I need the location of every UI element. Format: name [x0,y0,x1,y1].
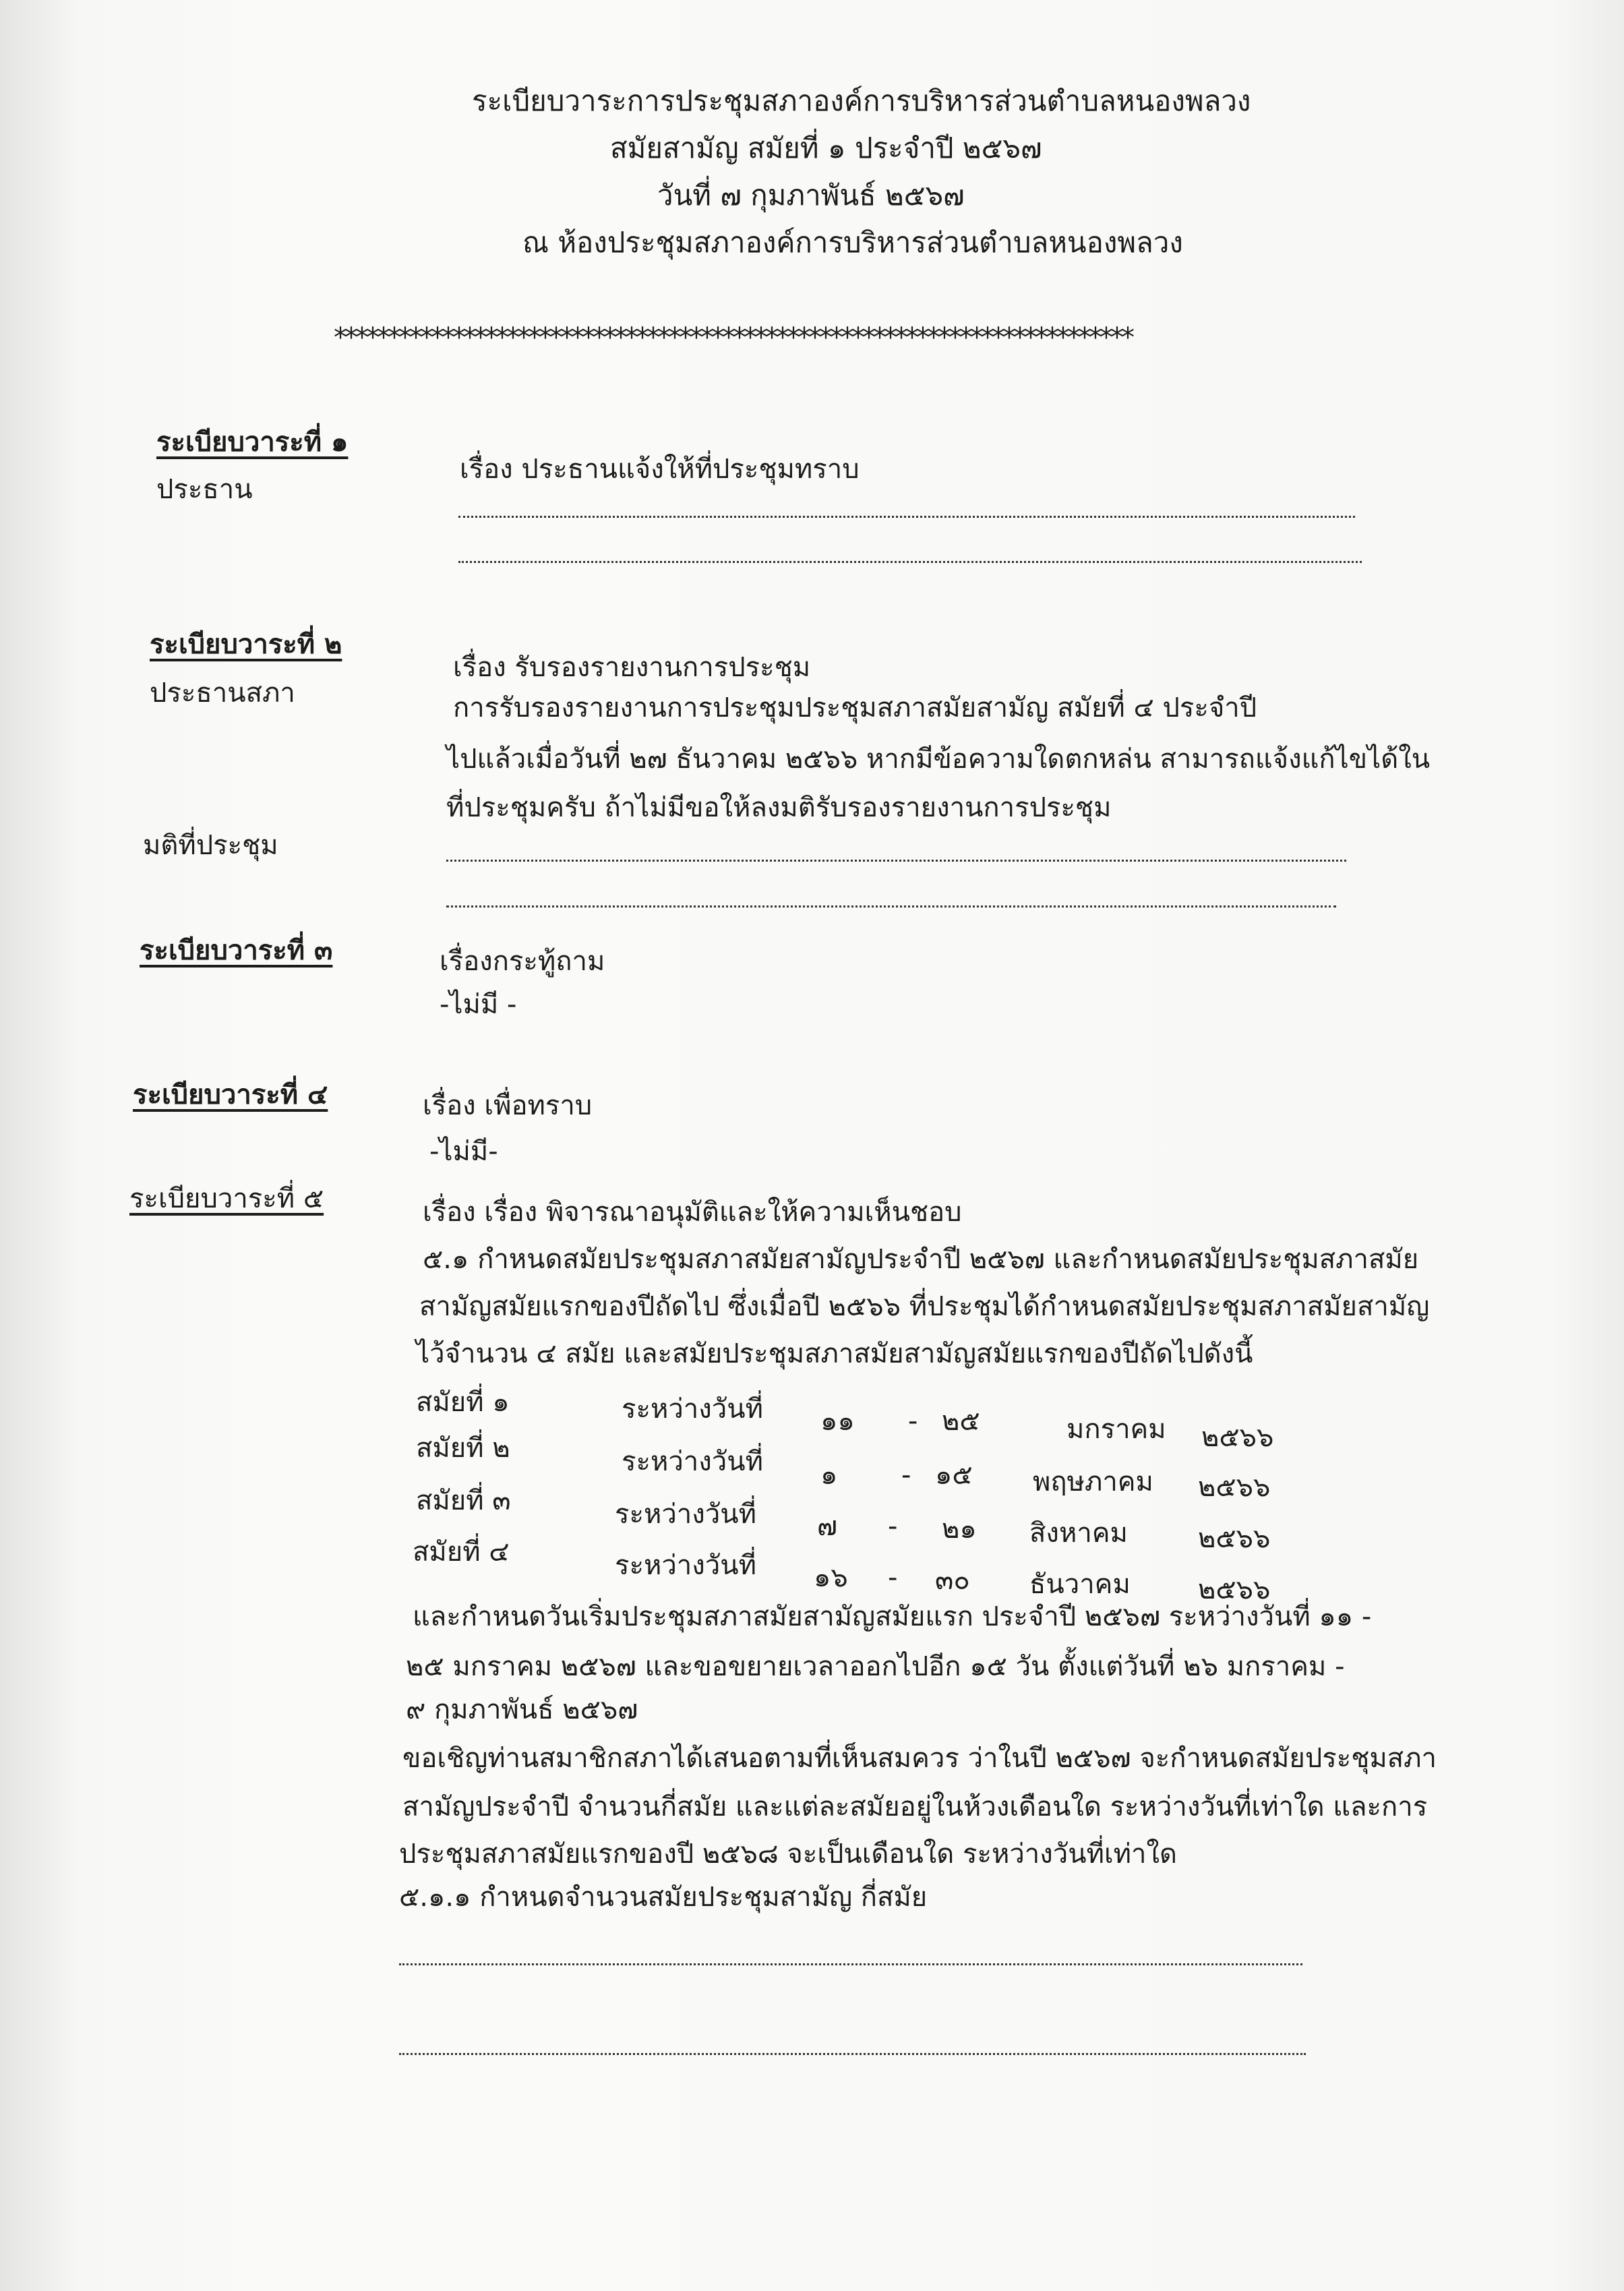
fill-line [458,516,1355,518]
fill-line [458,561,1362,563]
session-name: สมัยที่ ๒ [416,1433,510,1464]
fill-line [399,2053,1306,2055]
agenda-5-para-3: ไว้จำนวน ๔ สมัย และสมัยประชุมสภาสมัยสามัญสมัยแรกของปีถัดไปดังนี้ [416,1338,1253,1369]
agenda-2-body-line3: ที่ประชุมครับ ถ้าไม่มีขอให้ลงมติรับรองรายงานการประชุม [446,792,1112,823]
session-year: ๒๕๖๖ [1198,1472,1271,1503]
agenda-2-speaker: ประธานสภา [150,678,295,709]
session-dash: - [888,1511,898,1542]
header-date: วันที่ ๗ กุมภาพันธ์ ๒๕๖๗ [657,179,965,212]
agenda-4-none: -ไม่มี- [429,1136,498,1167]
session-dash: - [888,1562,898,1593]
header-venue: ณ ห้องประชุมสภาองค์การบริหารส่วนตำบลหนองพลวง [522,226,1183,259]
header-title: ระเบียบวาระการประชุมสภาองค์การบริหารส่วนตำบลหนองพลวง [472,84,1251,117]
session-dash: - [901,1460,911,1491]
agenda-3-none: -ไม่มี - [440,989,517,1020]
agenda-5-para-1: ๕.๑ กำหนดสมัยประชุมสภาสมัยสามัญประจำปี ๒๕๖๗ และกำหนดสมัยประชุมสภาสมัย [423,1244,1419,1275]
session-between: ระหว่างวันที่ [615,1550,756,1581]
session-between: ระหว่างวันที่ [615,1499,756,1530]
session-from: ๑ [820,1460,838,1491]
agenda-1-label: ระเบียบวาระที่ ๑ [156,427,349,458]
fill-line [446,860,1346,862]
session-month: มกราคม [1066,1414,1166,1445]
agenda-2-label: ระเบียบวาระที่ ๒ [150,629,342,660]
session-month: พฤษภาคม [1033,1466,1153,1497]
session-between: ระหว่างวันที่ [622,1394,763,1425]
session-name: สมัยที่ ๓ [416,1485,511,1516]
session-between: ระหว่างวันที่ [622,1446,763,1477]
agenda-5-para-2: สามัญสมัยแรกของปีถัดไป ซึ่งเมื่อปี ๒๕๖๖ ที่ประชุมได้กำหนดสมัยประชุมสภาสมัยสามัญ [419,1291,1430,1322]
agenda-5-para-8: สามัญประจำปี จำนวนกี่สมัย และแต่ละสมัยอยู่ในห้วงเดือนใด ระหว่างวันที่เท่าใด และการ [402,1791,1428,1822]
agenda-5-para-4: และกำหนดวันเริ่มประชุมสภาสมัยสามัญสมัยแรก ประจำปี ๒๕๖๗ ระหว่างวันที่ ๑๑ - [413,1601,1372,1632]
agenda-5-subject: เรื่อง เรื่อง พิจารณาอนุมัติและให้ความเห็นชอบ [423,1197,962,1228]
agenda-2-body-line2: ไปแล้วเมื่อวันที่ ๒๗ ธันวาคม ๒๕๖๖ หากมีข้อความใดตกหล่น สามารถแจ้งแก้ไขได้ใน [446,744,1431,775]
agenda-2-resolution-label: มติที่ประชุม [143,830,278,861]
session-from: ๗ [817,1511,838,1542]
session-to: ๓๐ [935,1565,970,1596]
agenda-5-para-10: ๕.๑.๑ กำหนดจำนวนสมัยประชุมสามัญ กี่สมัย [399,1882,928,1913]
session-name: สมัยที่ ๑ [416,1387,510,1418]
agenda-4-label: ระเบียบวาระที่ ๔ [133,1079,328,1110]
agenda-5-para-7: ขอเชิญท่านสมาชิกสภาได้เสนอตามที่เห็นสมควร ว่าในปี ๒๕๖๗ จะกำหนดสมัยประชุมสภา [402,1743,1437,1774]
agenda-2-subject: เรื่อง รับรองรายงานการประชุม [453,652,811,683]
agenda-5-label: ระเบียบวาระที่ ๕ [129,1183,324,1214]
session-month: ธันวาคม [1029,1569,1131,1600]
session-month: สิงหาคม [1029,1518,1128,1549]
agenda-3-subject: เรื่องกระทู้ถาม [440,946,605,977]
star-separator: ************************************************************************** [334,322,1132,353]
session-to: ๒๕ [942,1406,980,1437]
session-from: ๑๖ [814,1562,848,1593]
fill-line [399,1963,1302,1965]
session-from: ๑๑ [820,1406,855,1437]
session-dash: - [908,1406,918,1437]
header-session: สมัยสามัญ สมัยที่ ๑ ประจำปี ๒๕๖๗ [610,131,1042,165]
agenda-5-para-6: ๙ กุมภาพันธ์ ๒๕๖๗ [406,1694,638,1725]
agenda-1-speaker: ประธาน [156,474,253,505]
agenda-2-body-line1: การรับรองรายงานการประชุมประชุมสภาสมัยสามัญ สมัยที่ ๔ ประจำปี [453,692,1257,723]
session-name: สมัยที่ ๔ [413,1537,510,1568]
agenda-5-para-9: ประชุมสภาสมัยแรกของปี ๒๕๖๘ จะเป็นเดือนใด ระหว่างวันที่เท่าใด [399,1839,1177,1870]
session-year: ๒๕๖๖ [1198,1574,1271,1605]
agenda-5-para-5: ๒๕ มกราคม ๒๕๖๗ และขอขยายเวลาออกไปอีก ๑๕ วัน ตั้งแต่วันที่ ๒๖ มกราคม - [406,1651,1345,1682]
agenda-1-subject: เรื่อง ประธานแจ้งให้ที่ประชุมทราบ [460,454,860,485]
session-to: ๑๕ [935,1460,973,1491]
fill-line [446,905,1336,908]
session-year: ๒๕๖๖ [1201,1422,1274,1453]
session-year: ๒๕๖๖ [1198,1523,1271,1554]
agenda-4-subject: เรื่อง เพื่อทราบ [423,1090,593,1121]
session-to: ๒๑ [942,1514,977,1545]
agenda-3-label: ระเบียบวาระที่ ๓ [140,935,333,966]
